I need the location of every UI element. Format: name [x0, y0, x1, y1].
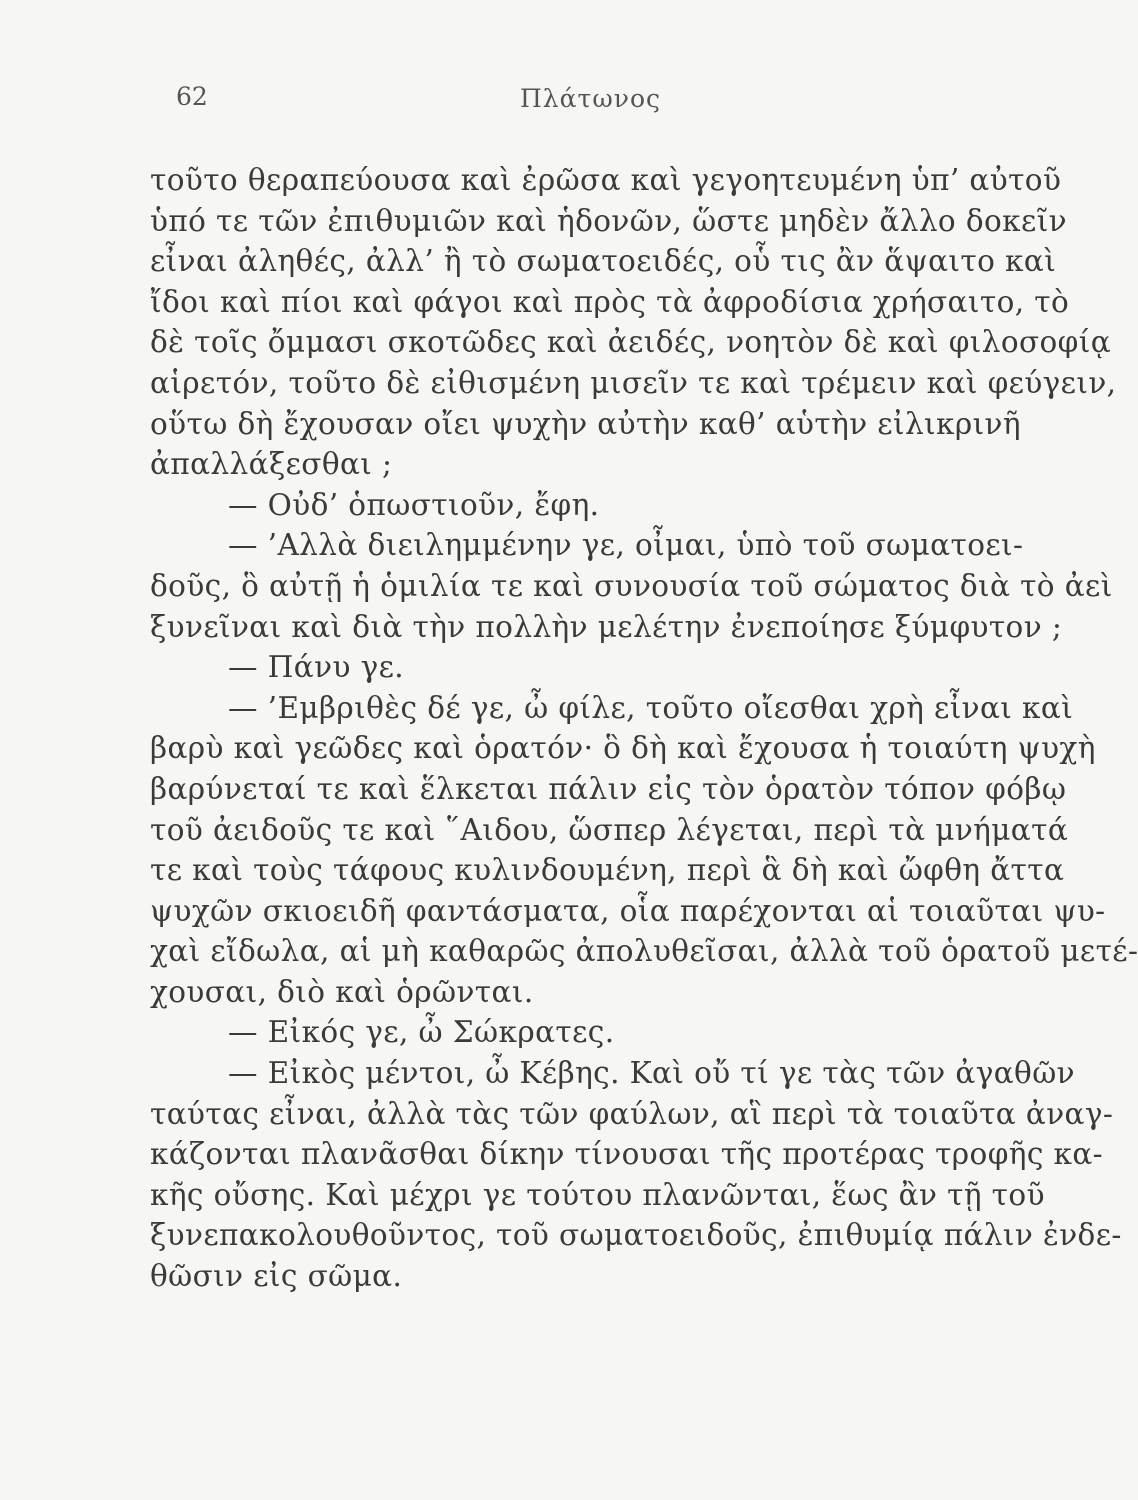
text-line: οὕτω δὴ ἔχουσαν οἴει ψυχὴν αὐτὴν καθ’ αὑτὴν εἰλικρινῆ	[150, 406, 1021, 441]
text-line: βαρύνεταί τε καὶ ἕλκεται πάλιν εἰς τὸν ὁρατὸν τόπον φόβῳ	[150, 771, 1067, 806]
text-line: τοῦτο θεραπεύουσα καὶ ἐρῶσα καὶ γεγοητευμένη ὑπ’ αὐτοῦ	[150, 163, 1062, 197]
text-line: χαὶ εἴδωλα, αἱ μὴ καθαρῶς ἀπολυθεῖσαι, ἀλλὰ τοῦ ὁρατοῦ μετέ-	[150, 934, 1138, 969]
text-line: — ’Εμβριθὲς δέ γε, ὦ φίλε, τοῦτο οἴεσθαι χρὴ εἶναι καὶ	[228, 690, 1074, 725]
text-line: — Οὐδ’ ὁπωστιοῦν, ἔφη.	[228, 487, 600, 522]
text-line: ἴδοι καὶ πίοι καὶ φάγοι καὶ πρὸς τὰ ἀφροδίσια χρήσαιτο, τὸ	[150, 284, 1070, 319]
text-line: — Εἰκός γε, ὦ Σώκρατες.	[228, 1015, 615, 1050]
text-line: κάζονται πλανᾶσθαι δίκην τίνουσαι τῆς προτέρας τροφῆς κα-	[150, 1137, 1104, 1172]
text-line: τοῦ ἀειδοῦς τε καὶ ῞Αιδου, ὥσπερ λέγεται, περὶ τὰ μνήματά	[150, 812, 1069, 847]
text-line: ἀπαλλάξεσθαι ;	[150, 447, 393, 482]
text-line: δὲ τοῖς ὄμμασι σκοτῶδες καὶ ἀειδές, νοητὸν δὲ καὶ φιλοσοφίᾳ	[150, 325, 1112, 360]
text-line: ξυνεῖναι καὶ διὰ τὴν πολλὴν μελέτην ἐνεποίησε ξύμφυτον ;	[150, 609, 1063, 644]
text-line: — ’Αλλὰ διειλημμένην γε, οἶμαι, ὑπὸ τοῦ σωματοει-	[228, 528, 1024, 563]
page-number: 62	[176, 82, 208, 111]
text-line: ψυχῶν σκιοειδῆ φαντάσματα, οἷα παρέχονται αἱ τοιαῦται ψυ-	[150, 893, 1106, 928]
text-line: αἱρετόν, τοῦτο δὲ εἰθισμένη μισεῖν τε καὶ τρέμειν καὶ φεύγειν,	[150, 365, 1117, 400]
text-line: κῆς οὔσης. Καὶ μέχρι γε τούτου πλανῶνται, ἕως ἂν τῇ τοῦ	[150, 1177, 1045, 1212]
text-line: εἶναι ἀληθές, ἀλλ’ ἢ τὸ σωματοειδές, οὗ τις ἂν ἅψαιτο καὶ	[150, 244, 1057, 279]
text-line: δοῦς, ὃ αὐτῇ ἡ ὁμιλία τε καὶ συνουσία τοῦ σώματος διὰ τὸ ἀεὶ	[150, 568, 1113, 603]
body-text	[150, 160, 1138, 1297]
text-line: — Εἰκὸς μέντοι, ὦ Κέβης. Καὶ οὔ τί γε τὰς τῶν ἀγαθῶν	[228, 1056, 1076, 1091]
text-line: τε καὶ τοὺς τάφους κυλινδουμένη, περὶ ἃ δὴ καὶ ὤφθη ἄττα	[150, 853, 1065, 888]
text-line: χουσαι, διὸ καὶ ὁρῶνται.	[150, 974, 534, 1009]
text-line: βαρὺ καὶ γεῶδες καὶ ὁρατόν· ὃ δὴ καὶ ἔχουσα ἡ τοιαύτη ψυχὴ	[150, 731, 1096, 766]
page-header	[0, 82, 1041, 122]
running-title: Πλάτωνος	[520, 84, 661, 113]
text-line: ὑπό τε τῶν ἐπιθυμιῶν καὶ ἡδονῶν, ὥστε μηδὲν ἄλλο δοκεῖν	[150, 203, 1067, 238]
text-line: ξυνεπακολουθοῦντος, τοῦ σωματοειδοῦς, ἐπιθυμίᾳ πάλιν ἐνδε-	[150, 1218, 1122, 1253]
text-line: — Πάνυ γε.	[228, 650, 405, 685]
text-line: ταύτας εἶναι, ἀλλὰ τὰς τῶν φαύλων, αἳ περὶ τὰ τοιαῦτα ἀναγ-	[150, 1096, 1114, 1131]
text-line: θῶσιν εἰς σῶμα.	[150, 1259, 403, 1294]
